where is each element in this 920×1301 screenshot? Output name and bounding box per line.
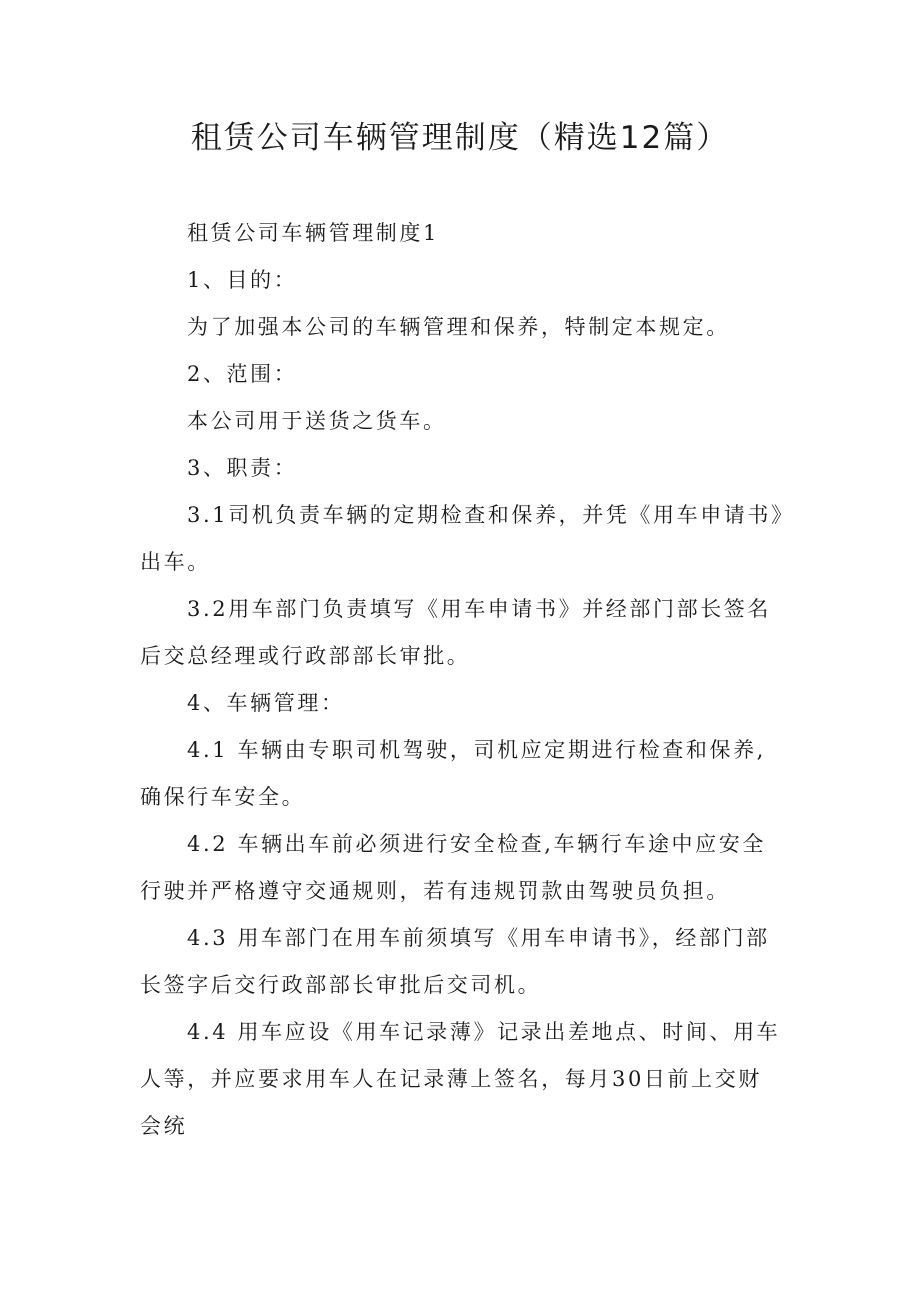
paragraph-rule-4-2: 4.2 车辆出车前必须进行安全检查,车辆行车途中应安全行驶并严格遵守交通规则，若有违规罚款由驾驶员负担。 xyxy=(140,832,766,903)
paragraph-rule-4-3: 4.3 用车部门在用车前须填写《用车申请书》，经部门部长签字后交行政部部长审批后交司机。 xyxy=(140,926,770,997)
paragraph-rule-4-1: 4.1 车辆由专职司机驾驶，司机应定期进行检查和保养,确保行车安全。 xyxy=(140,738,766,809)
paragraph-scope: 本公司用于送货之货车。 xyxy=(187,409,447,433)
paragraph-purpose-heading: 1、目的： xyxy=(187,268,298,292)
document-body xyxy=(140,210,785,1150)
paragraph-heading: 租赁公司车辆管理制度1 xyxy=(187,221,439,245)
paragraph-scope-heading: 2、范围： xyxy=(187,362,298,386)
paragraph-duties-heading: 3、职责： xyxy=(187,456,298,480)
paragraph-purpose: 为了加强本公司的车辆管理和保养，特制定本规定。 xyxy=(187,315,730,339)
paragraph-vehicle-mgmt-heading: 4、车辆管理： xyxy=(187,691,345,715)
document-title: 租赁公司车辆管理制度（精选12篇） xyxy=(190,120,730,156)
paragraph-duty-3-1: 3.1司机负责车辆的定期检查和保养，并凭《用车申请书》出车。 xyxy=(140,503,785,574)
paragraph-duty-3-2: 3.2用车部门负责填写《用车申请书》并经部门部长签名后交总经理或行政部部长审批。 xyxy=(140,597,771,668)
paragraph-rule-4-4: 4.4 用车应设《用车记录薄》记录出差地点、时间、用车人等，并应要求用车人在记录薄上签名，每月30日前上交财会统 xyxy=(140,1020,781,1138)
